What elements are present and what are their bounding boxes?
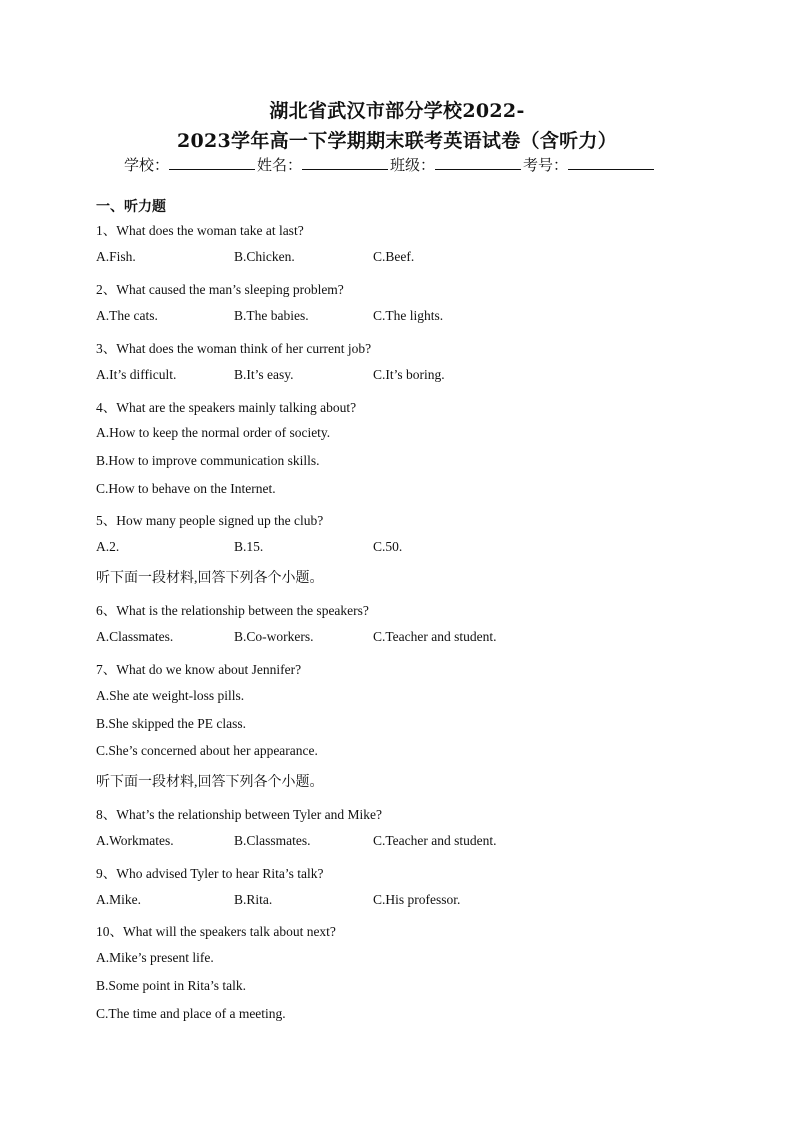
name-label: 姓名：: [257, 156, 303, 174]
question-3: 3、What does the woman think of her current job?: [96, 341, 372, 356]
question-5: 5、How many people signed up the club?: [96, 513, 324, 528]
q4-option-c[interactable]: C.How to behave on the Internet.: [96, 481, 276, 496]
question-7: 7、What do we know about Jennifer?: [96, 662, 302, 677]
exam-title-line2: 2023学年高一下学期期末联考英语试卷（含听力）: [176, 130, 618, 152]
school-label: 学校：: [124, 156, 170, 174]
q10-option-a[interactable]: A.Mike’s present life.: [96, 950, 214, 965]
exam-title-line1: 湖北省武汉市部分学校2022-: [269, 100, 525, 122]
question-6: 6、What is the relationship between the speakers?: [96, 603, 369, 618]
q3-option-b[interactable]: B.It’s easy.: [234, 367, 294, 382]
q9-option-b[interactable]: B.Rita.: [234, 892, 273, 907]
q2-option-c[interactable]: C.The lights.: [373, 308, 444, 323]
exam-number-field[interactable]: [568, 155, 654, 170]
q10-option-c[interactable]: C.The time and place of a meeting.: [96, 1006, 286, 1021]
name-field[interactable]: [302, 155, 388, 170]
question-8: 8、What’s the relationship between Tyler and Mike?: [96, 807, 382, 822]
q2-option-a[interactable]: A.The cats.: [96, 308, 158, 323]
q3-option-a[interactable]: A.It’s difficult.: [96, 367, 177, 382]
q7-option-a[interactable]: A.She ate weight-loss pills.: [96, 688, 245, 703]
q5-option-a[interactable]: A.2.: [96, 539, 120, 554]
section-title: 一、听力题: [96, 200, 166, 215]
q1-option-c[interactable]: C.Beef.: [373, 249, 415, 264]
q8-option-a[interactable]: A.Workmates.: [96, 833, 174, 848]
class-label: 班级：: [390, 156, 436, 174]
q7-option-b[interactable]: B.She skipped the PE class.: [96, 716, 246, 731]
question-4: 4、What are the speakers mainly talking about?: [96, 400, 357, 415]
question-10: 10、What will the speakers talk about next?: [96, 924, 336, 939]
q4-option-a[interactable]: A.How to keep the normal order of society.: [96, 425, 331, 440]
q5-option-c[interactable]: C.50.: [373, 539, 403, 554]
q9-option-c[interactable]: C.His professor.: [373, 892, 461, 907]
q7-option-c[interactable]: C.She’s concerned about her appearance.: [96, 743, 318, 758]
q2-option-b[interactable]: B.The babies.: [234, 308, 309, 323]
q6-option-b[interactable]: B.Co-workers.: [234, 629, 314, 644]
q10-option-b[interactable]: B.Some point in Rita’s talk.: [96, 978, 247, 993]
q3-option-c[interactable]: C.It’s boring.: [373, 367, 445, 382]
q8-option-c[interactable]: C.Teacher and student.: [373, 833, 497, 848]
exam-number-label: 考号：: [523, 156, 569, 174]
q6-option-a[interactable]: A.Classmates.: [96, 629, 174, 644]
question-2: 2、What caused the man’s sleeping problem?: [96, 282, 344, 297]
q8-option-b[interactable]: B.Classmates.: [234, 833, 311, 848]
listening-instruction-2: 听下面一段材料,回答下列各个小题。: [96, 775, 324, 790]
class-field[interactable]: [435, 155, 521, 170]
q9-option-a[interactable]: A.Mike.: [96, 892, 141, 907]
student-info-row: [124, 154, 656, 175]
q4-option-b[interactable]: B.How to improve communication skills.: [96, 453, 320, 468]
question-9: 9、Who advised Tyler to hear Rita’s talk?: [96, 866, 324, 881]
q1-option-b[interactable]: B.Chicken.: [234, 249, 295, 264]
listening-instruction-1: 听下面一段材料,回答下列各个小题。: [96, 571, 324, 586]
school-field[interactable]: [169, 155, 255, 170]
q5-option-b[interactable]: B.15.: [234, 539, 264, 554]
q1-option-a[interactable]: A.Fish.: [96, 249, 136, 264]
q6-option-c[interactable]: C.Teacher and student.: [373, 629, 497, 644]
question-1: 1、What does the woman take at last?: [96, 223, 304, 238]
